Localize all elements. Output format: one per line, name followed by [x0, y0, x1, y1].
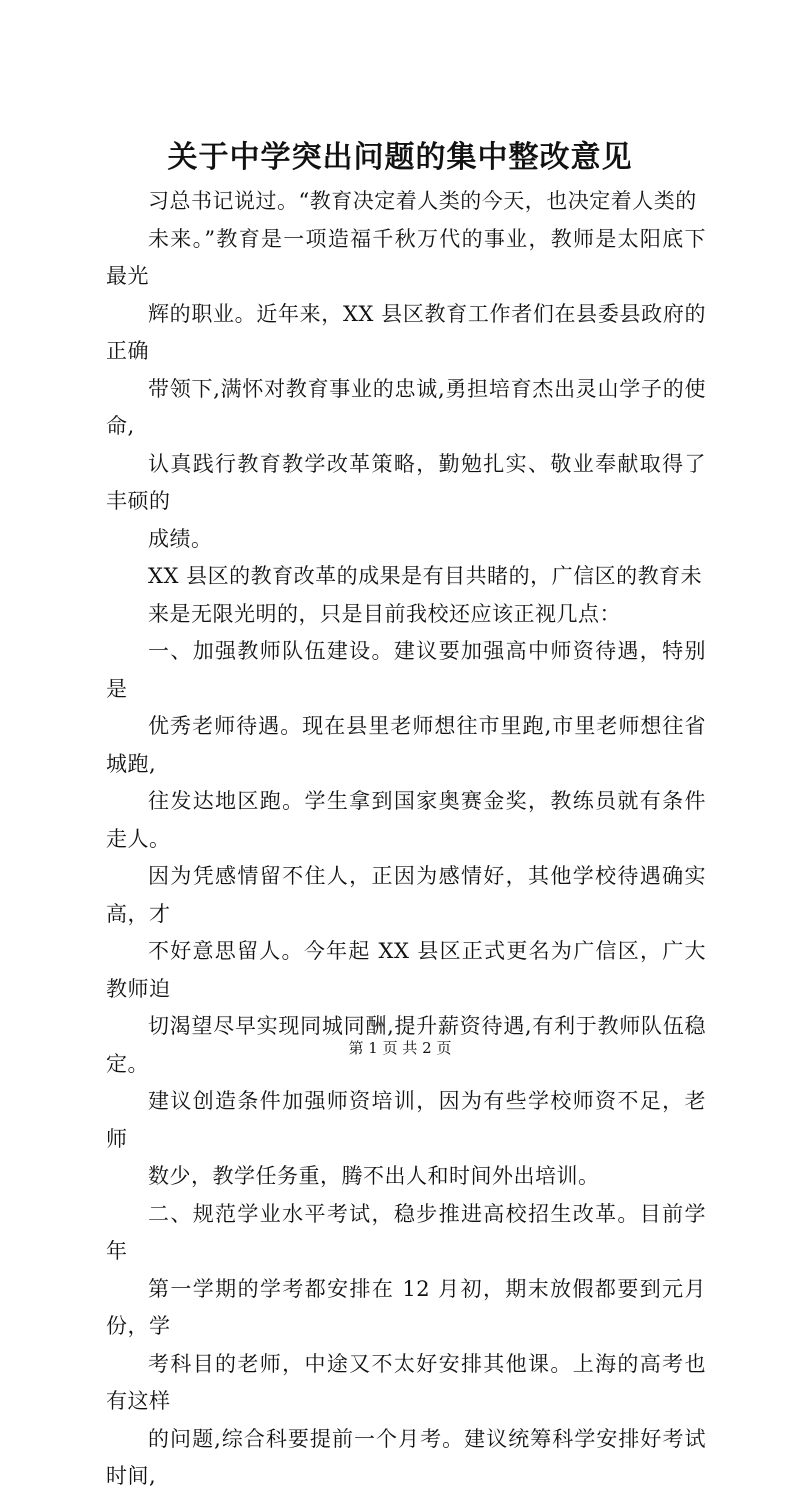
text-line: 往发达地区跑。学生拿到国家奥赛金奖，教练员就有条件走人。 — [106, 789, 706, 851]
text-line: 二、规范学业水平考试，稳步推进高校招生改革。目前学年 — [106, 1201, 706, 1263]
text-line: 切渴望尽早实现同城同酬,提升薪资待遇,有利于教师队伍稳定。 — [106, 1014, 706, 1076]
text-line: 建议创造条件加强师资培训，因为有些学校师资不足，老师 — [106, 1089, 706, 1151]
text-line: 的问题,综合科要提前一个月考。建议统筹科学安排好考试时间, — [106, 1426, 706, 1488]
text-line: 优秀老师待遇。现在县里老师想往市里跑,市里老师想往省城跑, — [106, 714, 706, 776]
document-body — [106, 183, 706, 1496]
text-line: 第一学期的学考都安排在 12 月初，期末放假都要到元月份，学 — [106, 1276, 706, 1338]
text-line: 习总书记说过。“教育决定着人类的今天，也决定着人类的 — [148, 189, 697, 213]
text-line: 一、加强教师队伍建设。建议要加强高中师资待遇，特别是 — [106, 639, 706, 701]
text-line: 因为凭感情留不住人，正因为感情好，其他学校待遇确实高，才 — [106, 864, 706, 926]
text-line: 数少，教学任务重，腾不出人和时间外出培训。 — [148, 1164, 600, 1188]
text-line: 来是无限光明的，只是目前我校还应该正视几点： — [148, 601, 621, 626]
document-title: 关于中学突出问题的集中整改意见 — [167, 140, 633, 175]
paragraph-intro — [106, 183, 706, 558]
text-line: 辉的职业。近年来，XX 县区教育工作者们在县委县政府的正确 — [106, 301, 706, 363]
text-line: 成绩。 — [148, 526, 213, 551]
text-line: 未来。”教育是一项造福千秋万代的事业，教师是太阳底下最光 — [106, 226, 706, 288]
text-line: 认真践行教育教学改革策略，勤勉扎实、敬业奉献取得了丰硕的 — [106, 451, 706, 513]
paragraph-achievements — [106, 558, 706, 633]
text-line: XX 县区的教育改革的成果是有目共睹的，广信区的教育未 — [148, 564, 703, 588]
paragraph-teacher-team — [106, 633, 706, 1083]
paragraph-exams — [106, 1196, 706, 1496]
paragraph-training — [106, 1083, 706, 1196]
page-footer: 第 1 页 共 2 页 — [348, 1039, 452, 1057]
text-line: 考科目的老师，中途又不太好安排其他课。上海的高考也有这样 — [106, 1351, 706, 1413]
text-line: 不好意思留人。今年起 XX 县区正式更名为广信区，广大教师迫 — [106, 939, 706, 1001]
text-line: 带领下,满怀对教育事业的忠诚,勇担培育杰出灵山学子的使命, — [106, 376, 706, 438]
